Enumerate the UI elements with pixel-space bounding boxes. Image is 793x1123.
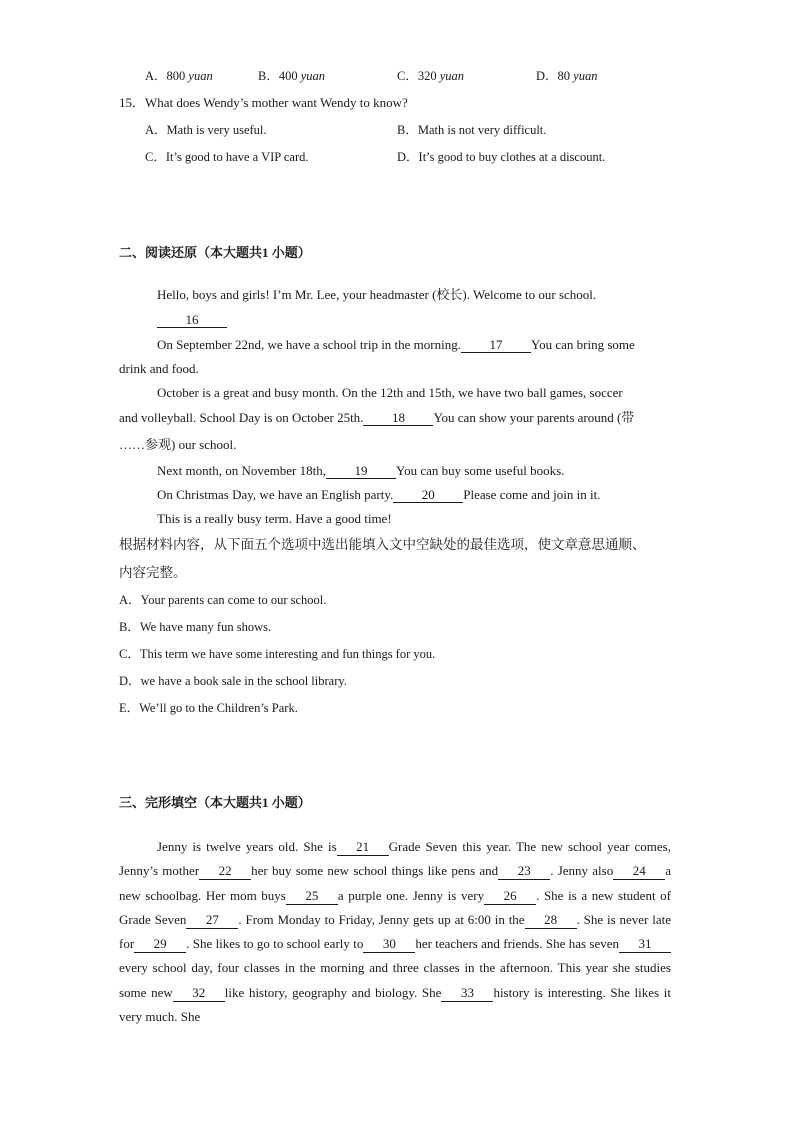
text-segment: You can show your parents around (带 (433, 410, 635, 425)
blank-18: 18 (363, 411, 433, 426)
blank-23: 23 (498, 863, 550, 880)
section2-paragraph-5 (157, 487, 600, 503)
text-segment: every school day, four classes in the morning and three classes in the afternoon. This year she studies some new (119, 960, 671, 1000)
text-segment: Jenny is twelve years old. She is (157, 839, 337, 854)
q14-option-unit: yuan (300, 69, 326, 83)
q15-option-b: B．Math is not very difficult. (397, 123, 547, 137)
section2-instruction-line-1: 根据材料内容，从下面五个选项中选出能填入文中空缺处的最佳选项，使文章意思通顺、 (119, 537, 646, 552)
q15-option-d: D．It’s good to buy clothes at a discount. (397, 150, 606, 164)
blank-32: 32 (173, 985, 225, 1002)
text-segment: . She likes to go to school early to (186, 936, 364, 952)
q14-option-c (397, 68, 464, 84)
text-segment: and volleyball. School Day is on October 25th. (119, 410, 364, 425)
blank-29: 29 (134, 936, 186, 953)
q14-option-letter: D． (536, 69, 558, 83)
section2-paragraph-6: This is a really busy term. Have a good time! (157, 511, 392, 526)
text-segment: You can buy some useful books. (395, 463, 565, 478)
blank-21: 21 (337, 839, 389, 856)
text-segment: On Christmas Day, we have an English party. (157, 487, 394, 502)
text-segment: Grade Seven this year. The new school year comes, Jenny’s mother (119, 839, 671, 879)
blank-25: 25 (286, 888, 338, 905)
q14-option-unit: yuan (573, 69, 598, 83)
section2-option-d: D．we have a book sale in the school library. (119, 674, 347, 688)
text-segment: On September 22nd, we have a school trip in the morning. (157, 337, 461, 352)
blank-17: 17 (461, 338, 531, 353)
text-segment: Please come and join in it. (463, 487, 601, 502)
blank-20: 20 (393, 488, 463, 503)
text-segment: You can bring some (531, 337, 635, 352)
text-segment: . From Monday to Friday, Jenny gets up at 6:00 in the (238, 911, 525, 927)
text-segment: like history, geography and biology. She (224, 984, 442, 1000)
blank-33: 33 (441, 985, 493, 1002)
section2-paragraph-2-line-2: drink and food. (119, 361, 199, 376)
text-segment: Next month, on November 18th, (157, 463, 326, 478)
blank-27: 27 (186, 912, 238, 929)
section2-heading: 二、阅读还原（本大题共1 小题） (119, 245, 311, 260)
q14-option-amount: 320 (417, 69, 437, 83)
section2-paragraph-3-line-3: ……参观) our school. (119, 437, 237, 452)
text-segment: her teachers and friends. She has seven (415, 936, 619, 952)
section2-option-a: A．Your parents can come to our school. (119, 593, 327, 607)
blank-28: 28 (525, 912, 577, 929)
q14-option-amount: 800 (166, 69, 186, 83)
section2-paragraph-3-line-1: October is a great and busy month. On the 12th and 15th, we have two ball games, soccer (157, 385, 623, 400)
section2-paragraph-3-line-2 (119, 410, 634, 426)
section2-paragraph-2-line-1 (157, 337, 635, 353)
q14-option-unit: yuan (439, 69, 465, 83)
text-segment: a purple one. Jenny is very (337, 887, 485, 903)
q15-option-a: A．Math is very useful. (145, 123, 267, 137)
q14-option-letter: C． (397, 69, 418, 83)
blank-22: 22 (199, 863, 251, 880)
q14-option-amount: 400 (278, 69, 298, 83)
blank-30: 30 (363, 936, 415, 953)
section2-option-c: C．This term we have some interesting and fun things for you. (119, 647, 436, 661)
q14-option-a (145, 68, 213, 84)
text-segment: history is interesting. She likes it very much. She (119, 984, 671, 1025)
text-segment: her buy some new school things like pens and (251, 863, 499, 879)
section2-instruction-line-2: 内容完整。 (119, 565, 187, 580)
section2-paragraph-4 (157, 463, 564, 479)
section2-option-b: B．We have many fun shows. (119, 620, 272, 634)
q14-option-letter: A． (145, 69, 167, 83)
text-segment: a new schoolbag. Her mom buys (119, 863, 672, 903)
blank-24: 24 (613, 863, 665, 880)
blank-31: 31 (619, 936, 671, 953)
q14-option-amount: 80 (557, 69, 571, 83)
text-segment: . She is a new student of Grade Seven (119, 887, 672, 927)
q14-option-b (258, 68, 325, 84)
q14-option-unit: yuan (188, 69, 213, 83)
section2-option-e: E．We’ll go to the Children’s Park. (119, 701, 298, 715)
section3-heading: 三、完形填空（本大题共1 小题） (119, 795, 311, 810)
blank-19: 19 (326, 464, 396, 479)
q15-question: 15．What does Wendy’s mother want Wendy to know? (119, 95, 408, 110)
section2-paragraph-1: Hello, boys and girls! I’m Mr. Lee, your headmaster (校长). Welcome to our school. (157, 287, 597, 302)
blank-16: 16 (157, 313, 227, 328)
blank-26: 26 (484, 888, 536, 905)
section3-cloze-passage (119, 835, 671, 1029)
q15-option-c: C．It’s good to have a VIP card. (145, 150, 309, 164)
text-segment: . Jenny also (550, 863, 614, 879)
section2-blank-line-16 (157, 312, 227, 328)
q14-option-letter: B． (258, 69, 279, 83)
q14-option-d (536, 68, 597, 84)
text-segment: . She is never late for (119, 911, 672, 952)
